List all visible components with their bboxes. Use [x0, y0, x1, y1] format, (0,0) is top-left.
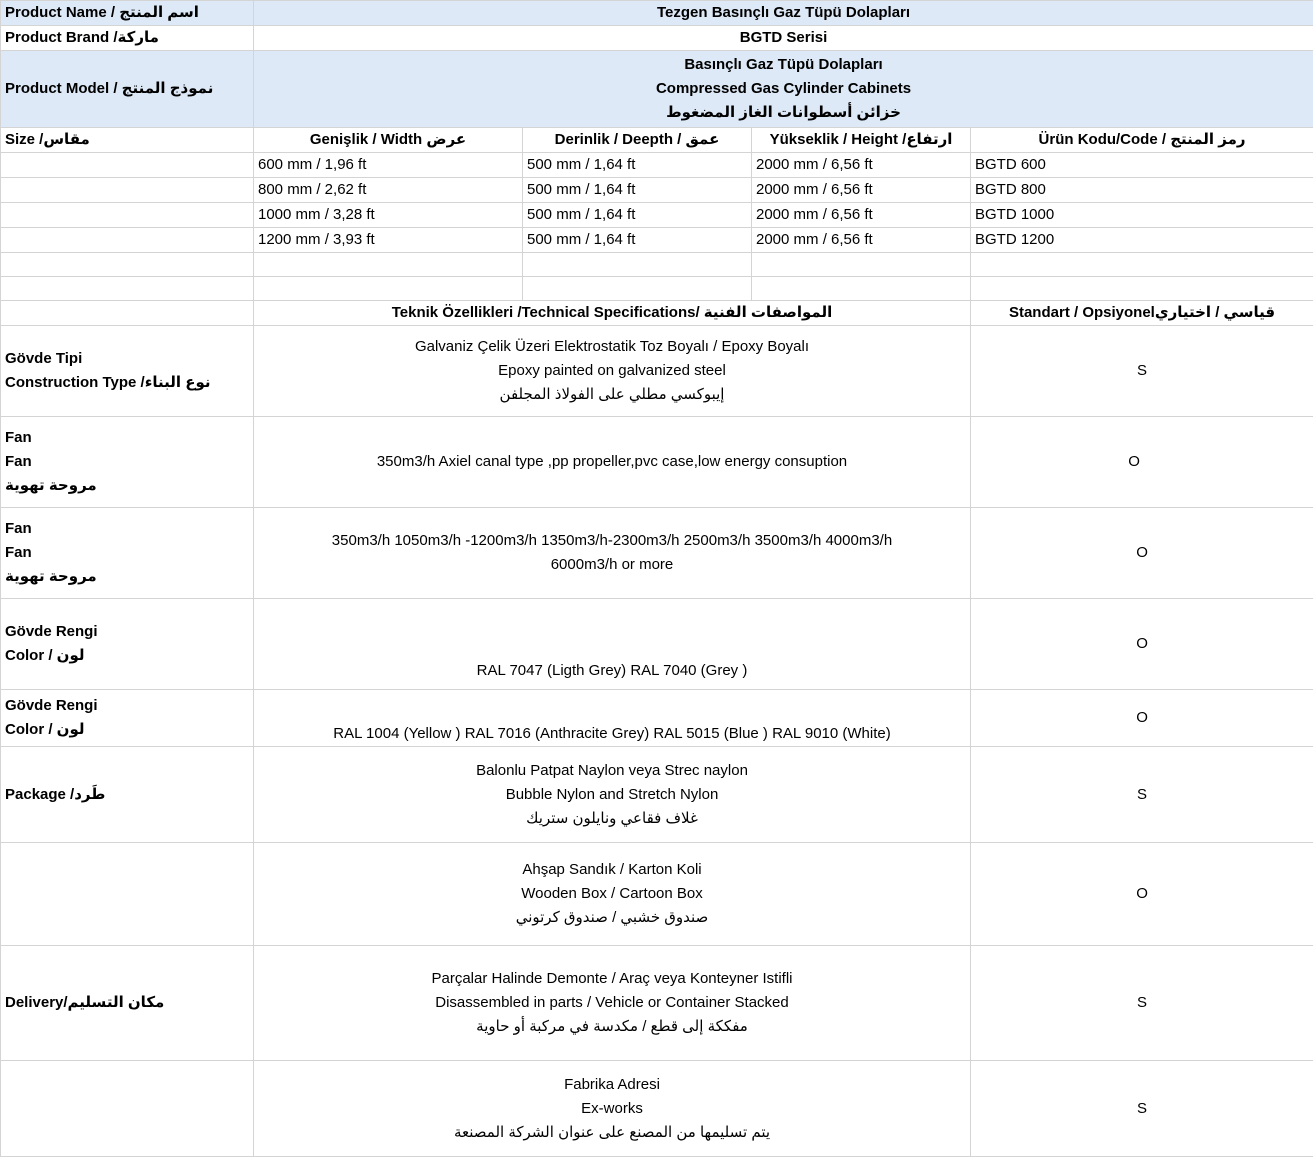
delivery-value[interactable] [254, 946, 971, 1061]
delivery-flag[interactable]: S [971, 946, 1313, 1061]
fan-flag[interactable]: O [971, 508, 1313, 599]
empty-row [1, 277, 1313, 301]
code-cell[interactable]: BGTD 600 [971, 153, 1313, 178]
color-row [1, 690, 1313, 747]
fan-flag[interactable]: O [971, 417, 1313, 508]
construction-row [1, 326, 1313, 417]
height-cell[interactable]: 2000 mm / 6,56 ft [752, 178, 971, 203]
color-value[interactable] [254, 599, 971, 690]
package-value[interactable] [254, 843, 971, 946]
value-line: Galvaniz Çelik Üzeri Elektrostatik Toz Boyalı / Epoxy Boyalı [258, 335, 966, 359]
height-cell[interactable]: 2000 mm / 6,56 ft [752, 153, 971, 178]
empty-cell[interactable] [1, 228, 254, 253]
col-height-header[interactable]: Yükseklik / Height /ارتفاع [752, 128, 971, 153]
product-name-row [1, 1, 1313, 26]
color-row [1, 599, 1313, 690]
depth-cell[interactable]: 500 mm / 1,64 ft [523, 203, 752, 228]
empty-row [1, 253, 1313, 277]
value-line: 350m3/h 1050m3/h -1200m3/h 1350m3/h-2300m3/h 2500m3/h 3500m3/h 4000m3/h [258, 529, 966, 553]
size-row [1, 228, 1313, 253]
empty-cell[interactable] [523, 277, 752, 301]
empty-cell[interactable] [971, 253, 1313, 277]
depth-cell[interactable]: 500 mm / 1,64 ft [523, 153, 752, 178]
value-line: Parçalar Halinde Demonte / Araç veya Konteyner Istifli [258, 967, 966, 991]
value-line: Ex-works [258, 1097, 966, 1121]
model-line: خزائن أسطوانات الغاز المضغوط [258, 101, 1309, 125]
fan-row [1, 508, 1313, 599]
package-label[interactable]: Package /طَرد [1, 747, 254, 843]
model-label[interactable]: Product Model / نموذج المنتج [1, 51, 254, 128]
brand-row [1, 26, 1313, 51]
label-line: Fan [5, 517, 249, 541]
label-line: Construction Type /نوع البناء [5, 371, 249, 395]
fan-label[interactable] [1, 508, 254, 599]
value-line: Bubble Nylon and Stretch Nylon [258, 783, 966, 807]
label-line: مروحة تهوية [5, 474, 249, 498]
empty-cell[interactable] [1, 153, 254, 178]
value-line: 6000m3/h or more [258, 553, 966, 577]
delivery-flag[interactable]: S [971, 1061, 1313, 1157]
size-row [1, 153, 1313, 178]
color-value[interactable] [254, 690, 971, 747]
label-line: Fan [5, 450, 249, 474]
size-label[interactable]: Size /مقاس [1, 128, 254, 153]
label-line: Color / لون [5, 644, 249, 668]
empty-cell[interactable] [752, 277, 971, 301]
model-line: Compressed Gas Cylinder Cabinets [258, 77, 1309, 101]
package-flag[interactable]: O [971, 843, 1313, 946]
delivery-row [1, 946, 1313, 1061]
label-line: Gövde Rengi [5, 694, 249, 718]
empty-cell[interactable] [1, 301, 254, 326]
code-cell[interactable]: BGTD 1200 [971, 228, 1313, 253]
specs-header-row [1, 301, 1313, 326]
empty-cell[interactable] [254, 277, 523, 301]
width-cell[interactable]: 1000 mm / 3,28 ft [254, 203, 523, 228]
value-line: Fabrika Adresi [258, 1073, 966, 1097]
empty-cell[interactable] [1, 178, 254, 203]
value-line: Wooden Box / Cartoon Box [258, 882, 966, 906]
model-row [1, 51, 1313, 128]
label-line: مروحة تهوية [5, 565, 249, 589]
empty-cell[interactable] [1, 843, 254, 946]
empty-cell[interactable] [254, 253, 523, 277]
col-code-header[interactable]: Ürün Kodu/Code / رمز المنتج [971, 128, 1313, 153]
width-cell[interactable]: 800 mm / 2,62 ft [254, 178, 523, 203]
value-line: يتم تسليمها من المصنع على عنوان الشركة المصنعة [258, 1121, 966, 1145]
label-line: Color / لون [5, 718, 249, 742]
value-line: 350m3/h Axiel canal type ,pp propeller,pvc case,low energy consuption [258, 450, 966, 474]
model-value[interactable] [254, 51, 1313, 128]
delivery-row [1, 1061, 1313, 1157]
construction-value[interactable] [254, 326, 971, 417]
package-row [1, 843, 1313, 946]
construction-flag[interactable]: S [971, 326, 1313, 417]
value-line: Balonlu Patpat Naylon veya Strec naylon [258, 759, 966, 783]
size-row [1, 203, 1313, 228]
size-header-row [1, 128, 1313, 153]
value-line: RAL 7047 (Ligth Grey) RAL 7040 (Grey ) [258, 659, 966, 683]
color-flag[interactable]: O [971, 690, 1313, 747]
package-flag[interactable]: S [971, 747, 1313, 843]
color-flag[interactable]: O [971, 599, 1313, 690]
empty-cell[interactable] [971, 277, 1313, 301]
height-cell[interactable]: 2000 mm / 6,56 ft [752, 203, 971, 228]
value-line: غلاف فقاعي ونايلون ستريك [258, 807, 966, 831]
value-line: RAL 1004 (Yellow ) RAL 7016 (Anthracite Grey) RAL 5015 (Blue ) RAL 9010 (White) [258, 722, 966, 746]
delivery-label[interactable]: Delivery/مكان التسليم [1, 946, 254, 1061]
size-row [1, 178, 1313, 203]
color-label[interactable] [1, 599, 254, 690]
product-name-value[interactable]: Tezgen Basınçlı Gaz Tüpü Dolapları [254, 1, 1313, 26]
fan-row [1, 417, 1313, 508]
product-name-label[interactable]: Product Name / اسم المنتج [1, 1, 254, 26]
empty-cell[interactable] [1, 1061, 254, 1157]
brand-value[interactable]: BGTD Serisi [254, 26, 1313, 51]
specs-title[interactable]: Teknik Özellikleri /Technical Specifications/ المواصفات الفنية [254, 301, 971, 326]
value-line: Ahşap Sandık / Karton Koli [258, 858, 966, 882]
empty-cell[interactable] [1, 253, 254, 277]
package-row [1, 747, 1313, 843]
label-line: Fan [5, 426, 249, 450]
col-width-header[interactable]: Genişlik / Width عرض [254, 128, 523, 153]
color-label[interactable] [1, 690, 254, 747]
delivery-value[interactable] [254, 1061, 971, 1157]
height-cell[interactable]: 2000 mm / 6,56 ft [752, 228, 971, 253]
fan-value[interactable] [254, 417, 971, 508]
label-line: Gövde Rengi [5, 620, 249, 644]
brand-label[interactable]: Product Brand /ماركة [1, 26, 254, 51]
construction-label[interactable] [1, 326, 254, 417]
value-line: إيبوكسي مطلي على الفولاذ المجلفن [258, 383, 966, 407]
value-line: Epoxy painted on galvanized steel [258, 359, 966, 383]
model-line: Basınçlı Gaz Tüpü Dolapları [258, 53, 1309, 77]
empty-cell[interactable] [523, 253, 752, 277]
width-cell[interactable]: 600 mm / 1,96 ft [254, 153, 523, 178]
fan-value[interactable] [254, 508, 971, 599]
label-line: Gövde Tipi [5, 347, 249, 371]
label-line: Fan [5, 541, 249, 565]
depth-cell[interactable]: 500 mm / 1,64 ft [523, 228, 752, 253]
fan-label[interactable] [1, 417, 254, 508]
col-depth-header[interactable]: Derinlik / Deepth / عمق [523, 128, 752, 153]
empty-cell[interactable] [1, 277, 254, 301]
empty-cell[interactable] [752, 253, 971, 277]
width-cell[interactable]: 1200 mm / 3,93 ft [254, 228, 523, 253]
empty-cell[interactable] [1, 203, 254, 228]
value-line: مفككة إلى قطع / مكدسة في مركبة أو حاوية [258, 1015, 966, 1039]
package-value[interactable] [254, 747, 971, 843]
depth-cell[interactable]: 500 mm / 1,64 ft [523, 178, 752, 203]
std-opt-title[interactable]: Standart / Opsiyonelقياسي / اختياري [971, 301, 1313, 326]
value-line: Disassembled in parts / Vehicle or Container Stacked [258, 991, 966, 1015]
code-cell[interactable]: BGTD 1000 [971, 203, 1313, 228]
code-cell[interactable]: BGTD 800 [971, 178, 1313, 203]
value-line: صندوق خشبي / صندوق كرتوني [258, 906, 966, 930]
